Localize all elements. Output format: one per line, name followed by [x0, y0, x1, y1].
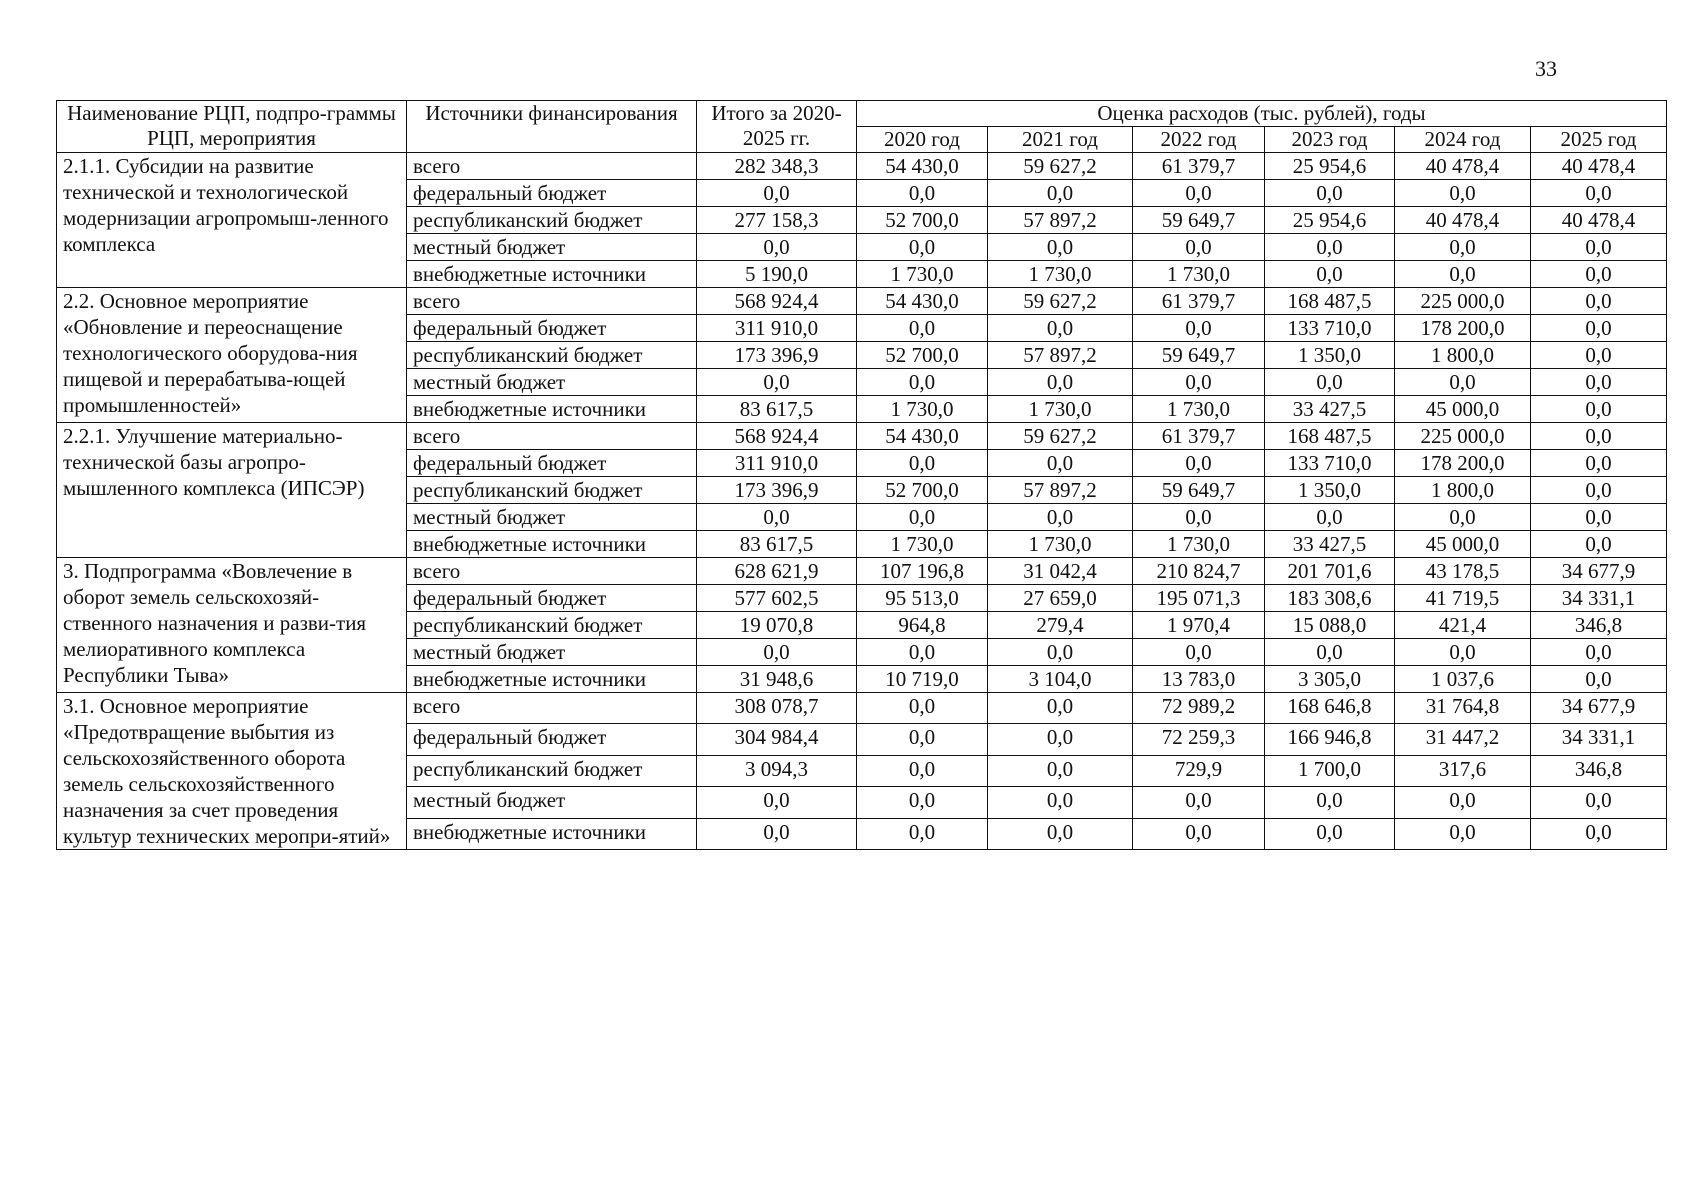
total-value: 173 396,9 — [697, 477, 857, 504]
total-value: 0,0 — [697, 818, 857, 849]
year-value: 0,0 — [1531, 504, 1667, 531]
header-year-2020: 2020 год — [857, 127, 988, 153]
year-value: 1 730,0 — [857, 531, 988, 558]
year-value: 0,0 — [857, 450, 988, 477]
year-value: 0,0 — [1395, 261, 1531, 288]
header-year-2022: 2022 год — [1133, 127, 1265, 153]
year-value: 54 430,0 — [857, 423, 988, 450]
year-value: 25 954,6 — [1265, 153, 1395, 180]
year-value: 1 037,6 — [1395, 666, 1531, 693]
year-value: 40 478,4 — [1395, 207, 1531, 234]
year-value: 0,0 — [857, 180, 988, 207]
header-year-2024: 2024 год — [1395, 127, 1531, 153]
year-value: 57 897,2 — [988, 477, 1133, 504]
total-value: 0,0 — [697, 504, 857, 531]
year-value: 61 379,7 — [1133, 288, 1265, 315]
funding-source: местный бюджет — [407, 504, 697, 531]
total-value: 577 602,5 — [697, 585, 857, 612]
year-value: 178 200,0 — [1395, 315, 1531, 342]
funding-source: внебюджетные источники — [407, 666, 697, 693]
year-value: 168 646,8 — [1265, 693, 1395, 724]
total-value: 628 621,9 — [697, 558, 857, 585]
year-value: 1 700,0 — [1265, 755, 1395, 786]
funding-source: всего — [407, 288, 697, 315]
year-value: 0,0 — [988, 693, 1133, 724]
header-total: Итого за 2020-2025 гг. — [697, 101, 857, 153]
year-value: 15 088,0 — [1265, 612, 1395, 639]
total-value: 83 617,5 — [697, 531, 857, 558]
funding-source: внебюджетные источники — [407, 261, 697, 288]
year-value: 40 478,4 — [1531, 153, 1667, 180]
year-value: 57 897,2 — [988, 342, 1133, 369]
year-value: 0,0 — [1133, 315, 1265, 342]
total-value: 5 190,0 — [697, 261, 857, 288]
year-value: 0,0 — [1531, 787, 1667, 818]
year-value: 59 627,2 — [988, 288, 1133, 315]
year-value: 0,0 — [1531, 531, 1667, 558]
year-value: 25 954,6 — [1265, 207, 1395, 234]
year-value: 0,0 — [988, 450, 1133, 477]
table-row — [57, 693, 1667, 724]
year-value: 0,0 — [1395, 180, 1531, 207]
funding-source: внебюджетные источники — [407, 396, 697, 423]
year-value: 59 649,7 — [1133, 342, 1265, 369]
year-value: 13 783,0 — [1133, 666, 1265, 693]
year-value: 0,0 — [1531, 450, 1667, 477]
year-value: 168 487,5 — [1265, 423, 1395, 450]
funding-source: местный бюджет — [407, 639, 697, 666]
year-value: 0,0 — [1265, 180, 1395, 207]
year-value: 0,0 — [988, 724, 1133, 755]
total-value: 0,0 — [697, 639, 857, 666]
measure-name: 2.2. Основное мероприятие «Обновление и переоснащение технологического оборудова-ния пищевой и перерабатыва-ющей промышленностей» — [57, 288, 407, 423]
year-value: 0,0 — [1531, 288, 1667, 315]
year-value: 0,0 — [1265, 261, 1395, 288]
year-value: 45 000,0 — [1395, 396, 1531, 423]
year-value: 61 379,7 — [1133, 423, 1265, 450]
year-value: 0,0 — [1265, 504, 1395, 531]
year-value: 0,0 — [1531, 261, 1667, 288]
year-value: 178 200,0 — [1395, 450, 1531, 477]
header-year-2025: 2025 год — [1531, 127, 1667, 153]
year-value: 0,0 — [1531, 369, 1667, 396]
year-value: 0,0 — [1395, 787, 1531, 818]
year-value: 57 897,2 — [988, 207, 1133, 234]
year-value: 0,0 — [1395, 234, 1531, 261]
funding-source: всего — [407, 558, 697, 585]
year-value: 1 730,0 — [1133, 531, 1265, 558]
funding-source: республиканский бюджет — [407, 342, 697, 369]
year-value: 1 350,0 — [1265, 477, 1395, 504]
year-value: 59 627,2 — [988, 423, 1133, 450]
page-number: 33 — [1535, 56, 1557, 81]
year-value: 0,0 — [1531, 315, 1667, 342]
year-value: 0,0 — [1133, 787, 1265, 818]
year-value: 0,0 — [988, 639, 1133, 666]
year-value: 33 427,5 — [1265, 396, 1395, 423]
year-value: 0,0 — [857, 724, 988, 755]
year-value: 0,0 — [988, 234, 1133, 261]
year-value: 59 627,2 — [988, 153, 1133, 180]
funding-source: местный бюджет — [407, 787, 697, 818]
year-value: 3 305,0 — [1265, 666, 1395, 693]
year-value: 1 730,0 — [988, 396, 1133, 423]
funding-source: федеральный бюджет — [407, 724, 697, 755]
year-value: 225 000,0 — [1395, 423, 1531, 450]
funding-source: федеральный бюджет — [407, 585, 697, 612]
year-value: 0,0 — [988, 369, 1133, 396]
year-value: 0,0 — [988, 755, 1133, 786]
year-value: 72 259,3 — [1133, 724, 1265, 755]
year-value: 33 427,5 — [1265, 531, 1395, 558]
year-value: 225 000,0 — [1395, 288, 1531, 315]
table-row — [57, 288, 1667, 315]
year-value: 0,0 — [1531, 234, 1667, 261]
funding-source: федеральный бюджет — [407, 450, 697, 477]
year-value: 1 730,0 — [988, 531, 1133, 558]
year-value: 31 447,2 — [1395, 724, 1531, 755]
total-value: 173 396,9 — [697, 342, 857, 369]
year-value: 45 000,0 — [1395, 531, 1531, 558]
year-value: 0,0 — [1265, 787, 1395, 818]
year-value: 0,0 — [1395, 504, 1531, 531]
total-value: 277 158,3 — [697, 207, 857, 234]
total-value: 0,0 — [697, 180, 857, 207]
year-value: 41 719,5 — [1395, 585, 1531, 612]
total-value: 83 617,5 — [697, 396, 857, 423]
header-sources: Источники финансирования — [407, 101, 697, 153]
year-value: 317,6 — [1395, 755, 1531, 786]
funding-source: всего — [407, 153, 697, 180]
year-value: 421,4 — [1395, 612, 1531, 639]
year-value: 0,0 — [857, 787, 988, 818]
year-value: 964,8 — [857, 612, 988, 639]
year-value: 0,0 — [857, 639, 988, 666]
total-value: 3 094,3 — [697, 755, 857, 786]
year-value: 0,0 — [1133, 450, 1265, 477]
year-value: 0,0 — [988, 504, 1133, 531]
total-value: 311 910,0 — [697, 450, 857, 477]
year-value: 0,0 — [857, 755, 988, 786]
year-value: 183 308,6 — [1265, 585, 1395, 612]
year-value: 1 800,0 — [1395, 477, 1531, 504]
funding-source: всего — [407, 423, 697, 450]
year-value: 0,0 — [1133, 369, 1265, 396]
year-value: 346,8 — [1531, 612, 1667, 639]
header-year-2021: 2021 год — [988, 127, 1133, 153]
year-value: 0,0 — [1133, 639, 1265, 666]
funding-source: республиканский бюджет — [407, 207, 697, 234]
year-value: 61 379,7 — [1133, 153, 1265, 180]
year-value: 52 700,0 — [857, 477, 988, 504]
total-value: 282 348,3 — [697, 153, 857, 180]
year-value: 0,0 — [1133, 504, 1265, 531]
year-value: 0,0 — [988, 787, 1133, 818]
year-value: 0,0 — [1265, 639, 1395, 666]
funding-source: федеральный бюджет — [407, 315, 697, 342]
year-value: 0,0 — [857, 315, 988, 342]
year-value: 52 700,0 — [857, 342, 988, 369]
year-value: 0,0 — [1531, 180, 1667, 207]
year-value: 0,0 — [857, 818, 988, 849]
table-row — [57, 153, 1667, 180]
year-value: 0,0 — [857, 369, 988, 396]
year-value: 1 730,0 — [1133, 261, 1265, 288]
year-value: 1 970,4 — [1133, 612, 1265, 639]
year-value: 0,0 — [988, 180, 1133, 207]
total-value: 0,0 — [697, 787, 857, 818]
total-value: 304 984,4 — [697, 724, 857, 755]
year-value: 31 764,8 — [1395, 693, 1531, 724]
year-value: 34 677,9 — [1531, 558, 1667, 585]
funding-source: республиканский бюджет — [407, 477, 697, 504]
year-value: 0,0 — [1133, 818, 1265, 849]
year-value: 0,0 — [988, 818, 1133, 849]
year-value: 1 730,0 — [988, 261, 1133, 288]
year-value: 31 042,4 — [988, 558, 1133, 585]
year-value: 133 710,0 — [1265, 450, 1395, 477]
year-value: 0,0 — [1395, 369, 1531, 396]
year-value: 0,0 — [1265, 369, 1395, 396]
year-value: 0,0 — [1395, 818, 1531, 849]
total-value: 308 078,7 — [697, 693, 857, 724]
total-value: 31 948,6 — [697, 666, 857, 693]
measure-name: 3. Подпрограмма «Вовлечение в оборот земель сельскохозяй-ственного назначения и разви-тия мелиоративного комплекса Республики Тыва» — [57, 558, 407, 693]
year-value: 0,0 — [1133, 234, 1265, 261]
funding-source: республиканский бюджет — [407, 612, 697, 639]
funding-source: всего — [407, 693, 697, 724]
year-value: 1 800,0 — [1395, 342, 1531, 369]
year-value: 0,0 — [988, 315, 1133, 342]
budget-table — [56, 100, 1667, 850]
year-value: 10 719,0 — [857, 666, 988, 693]
year-value: 0,0 — [1265, 818, 1395, 849]
year-value: 59 649,7 — [1133, 477, 1265, 504]
year-value: 0,0 — [857, 693, 988, 724]
total-value: 0,0 — [697, 369, 857, 396]
year-value: 0,0 — [1265, 234, 1395, 261]
funding-source: местный бюджет — [407, 369, 697, 396]
year-value: 279,4 — [988, 612, 1133, 639]
year-value: 166 946,8 — [1265, 724, 1395, 755]
year-value: 201 701,6 — [1265, 558, 1395, 585]
total-value: 19 070,8 — [697, 612, 857, 639]
year-value: 195 071,3 — [1133, 585, 1265, 612]
measure-name: 3.1. Основное мероприятие «Предотвращение выбытия из сельскохозяйственного оборота земель сельскохозяйственного назначения за счет проведения культур технических меропри-ятий» — [57, 693, 407, 850]
year-value: 40 478,4 — [1531, 207, 1667, 234]
year-value: 0,0 — [1531, 666, 1667, 693]
header-year-2023: 2023 год — [1265, 127, 1395, 153]
year-value: 54 430,0 — [857, 288, 988, 315]
year-value: 0,0 — [1531, 342, 1667, 369]
table-row — [57, 423, 1667, 450]
funding-source: республиканский бюджет — [407, 755, 697, 786]
year-value: 168 487,5 — [1265, 288, 1395, 315]
year-value: 3 104,0 — [988, 666, 1133, 693]
year-value: 54 430,0 — [857, 153, 988, 180]
year-value: 0,0 — [1531, 818, 1667, 849]
total-value: 0,0 — [697, 234, 857, 261]
year-value: 95 513,0 — [857, 585, 988, 612]
year-value: 72 989,2 — [1133, 693, 1265, 724]
total-value: 311 910,0 — [697, 315, 857, 342]
year-value: 0,0 — [1133, 180, 1265, 207]
table-body — [57, 153, 1667, 850]
year-value: 34 677,9 — [1531, 693, 1667, 724]
year-value: 0,0 — [1531, 423, 1667, 450]
year-value: 0,0 — [857, 234, 988, 261]
year-value: 0,0 — [1531, 639, 1667, 666]
total-value: 568 924,4 — [697, 288, 857, 315]
year-value: 34 331,1 — [1531, 724, 1667, 755]
year-value: 1 730,0 — [1133, 396, 1265, 423]
funding-source: внебюджетные источники — [407, 531, 697, 558]
funding-source: внебюджетные источники — [407, 818, 697, 849]
year-value: 0,0 — [857, 504, 988, 531]
funding-source: федеральный бюджет — [407, 180, 697, 207]
header-name: Наименование РЦП, подпро-граммы РЦП, мероприятия — [57, 101, 407, 153]
year-value: 1 730,0 — [857, 396, 988, 423]
year-value: 0,0 — [1531, 477, 1667, 504]
year-value: 729,9 — [1133, 755, 1265, 786]
year-value: 43 178,5 — [1395, 558, 1531, 585]
year-value: 210 824,7 — [1133, 558, 1265, 585]
year-value: 1 730,0 — [857, 261, 988, 288]
year-value: 52 700,0 — [857, 207, 988, 234]
table-row — [57, 558, 1667, 585]
year-value: 59 649,7 — [1133, 207, 1265, 234]
measure-name: 2.2.1. Улучшение материально-технической базы агропро-мышленного комплекса (ИПСЭР) — [57, 423, 407, 558]
year-value: 0,0 — [1395, 639, 1531, 666]
year-value: 34 331,1 — [1531, 585, 1667, 612]
year-value: 1 350,0 — [1265, 342, 1395, 369]
total-value: 568 924,4 — [697, 423, 857, 450]
year-value: 133 710,0 — [1265, 315, 1395, 342]
year-value: 40 478,4 — [1395, 153, 1531, 180]
year-value: 107 196,8 — [857, 558, 988, 585]
measure-name: 2.1.1. Субсидии на развитие технической и технологической модернизации агропромыш-ленного комплекса — [57, 153, 407, 288]
funding-source: местный бюджет — [407, 234, 697, 261]
year-value: 346,8 — [1531, 755, 1667, 786]
year-value: 27 659,0 — [988, 585, 1133, 612]
header-estimate: Оценка расходов (тыс. рублей), годы — [857, 101, 1667, 127]
year-value: 0,0 — [1531, 396, 1667, 423]
